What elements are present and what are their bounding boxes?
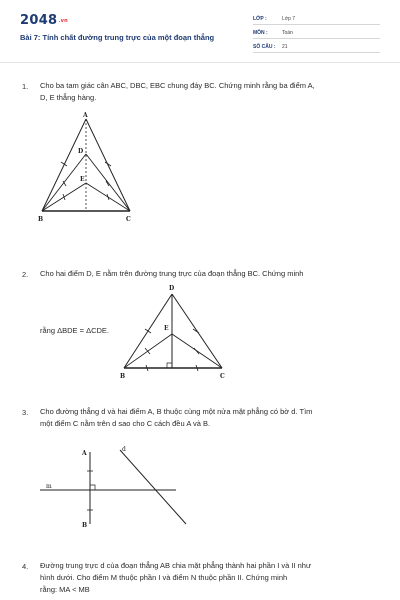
tick-ec [194, 348, 199, 354]
question-3-number: 3. [22, 408, 29, 417]
question-2-number: 2. [22, 270, 29, 279]
label-b: B [82, 522, 88, 529]
grade-label: LỚP : [253, 16, 267, 22]
segment-dc [172, 294, 222, 368]
question-3-line-2: một điểm C nằm trên d sao cho C cách đều A và B. [40, 419, 211, 428]
question-1-number: 1. [22, 82, 29, 91]
label-b: B [38, 216, 44, 223]
question-2-line-1: Cho hai điểm D, E nằm trên đường trung trực của đoạn thẳng BC. Chứng minh [40, 269, 304, 278]
label-a: A [82, 450, 87, 457]
subject-label: MÔN : [253, 30, 268, 36]
count-label: SỐ CÂU : [253, 44, 276, 50]
header-divider [0, 62, 400, 63]
label-b: B [120, 373, 126, 380]
label-d: D [169, 285, 175, 292]
segment-dc [86, 154, 130, 211]
logo-text: 2048 [20, 13, 58, 28]
right-angle-mark [90, 485, 95, 490]
meta-count-row [253, 42, 380, 53]
question-3-figure [38, 438, 198, 538]
label-e: E [164, 325, 169, 332]
question-1-line-1: Cho ba tam giác cân ABC, DBC, EBC chung đáy BC. Chứng minh rằng ba điểm A, [40, 81, 315, 90]
question-1-line-2: D, E thẳng hàng. [40, 93, 97, 102]
lesson-title: Bài 7: Tính chất đường trung trực của một đoạn thẳng [20, 33, 215, 42]
count-value: 21 [282, 44, 288, 50]
question-1-figure [30, 108, 170, 238]
label-m: m [46, 483, 52, 490]
subject-value: Toán [282, 30, 293, 36]
label-d: d [122, 446, 126, 453]
grade-value: Lớp 7 [282, 16, 296, 22]
page-header [0, 0, 400, 62]
question-2-figure [118, 284, 238, 384]
line-d [120, 450, 186, 524]
question-4-line-3: rằng: MA < MB [40, 585, 90, 594]
site-logo[interactable] [20, 13, 68, 28]
question-4-line-1: Đường trung trực d của đoạn thẳng AB chia mặt phẳng thành hai phần I và II như [40, 561, 311, 570]
label-c: C [220, 373, 225, 380]
label-c: C [126, 216, 131, 223]
question-4-number: 4. [22, 562, 29, 571]
label-d: D [78, 148, 84, 155]
meta-subject-row [253, 28, 380, 39]
tick-db [145, 329, 151, 333]
label-e: E [80, 176, 85, 183]
question-3-line-1: Cho đường thẳng d và hai điểm A, B thuộc cùng một nửa mặt phẳng có bờ d. Tìm [40, 407, 313, 416]
meta-grade-row [253, 14, 380, 25]
question-4-line-2: hình dưới. Cho điểm M thuộc phần I và điểm N thuộc phần II. Chứng minh [40, 573, 288, 582]
label-a: A [83, 112, 88, 119]
question-2-line-2: rằng ΔBDE = ΔCDE. [40, 326, 110, 335]
logo-domain: .vn [58, 18, 69, 24]
